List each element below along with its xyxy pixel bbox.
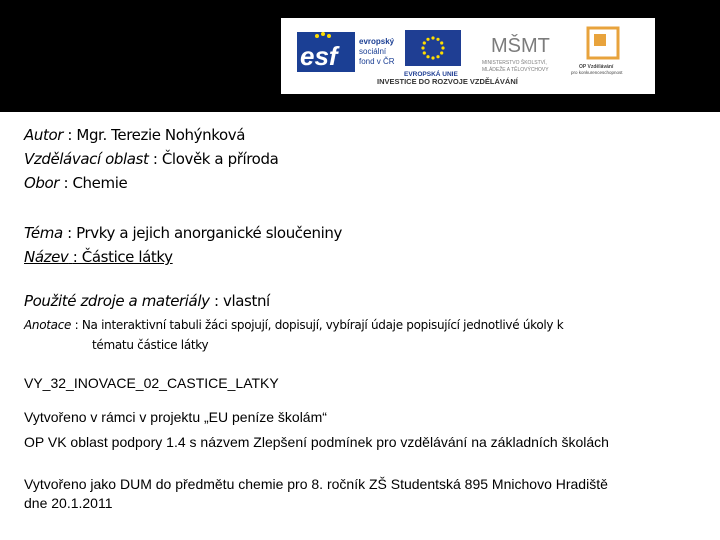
esf-star-icon [321,32,325,36]
author-value: : Mgr. Terezie Nohýnková [67,126,246,144]
esf-line-1: evropský [359,37,395,46]
sources-line [24,292,270,310]
opvk-line-1: OP Vzdělávání [579,64,614,70]
esf-star-icon [327,34,331,38]
area-label: Vzdělávací oblast [24,150,149,168]
title-value: : Částice látky [72,248,173,266]
msmt-mark: MŠMT [491,35,550,57]
topic-label: Téma [24,224,63,242]
eu-label: EVROPSKÁ UNIE [404,71,458,78]
annotation-text-1: : Na interaktivní tabuli žáci spojují, dopisují, vybírají údaje popisující jednotlivé úkoly k [74,318,564,332]
esf-line-3: fond v ČR [359,57,395,66]
msmt-logo [482,34,550,73]
msmt-line-1: MINISTERSTVO ŠKOLSTVÍ, [482,60,547,66]
author-line [24,126,245,144]
project-line-1: Vytvořeno v rámci v projektu „EU peníze školám“ [24,409,327,425]
sources-value: : vlastní [213,292,270,310]
esf-star-icon [315,34,319,38]
logo-banner [281,18,655,94]
field-value: : Chemie [63,174,128,192]
esf-mark: esf [300,41,338,71]
project-line-2: OP VK oblast podpory 1.4 s názvem Zlepšení podmínek pro vzdělávání na základních školách [24,434,609,450]
slogan: INVESTICE DO ROZVOJE VZDĚLÁVÁNÍ [377,77,518,86]
title-label: Název [24,248,69,266]
title-line [24,248,173,266]
dum-line-1: Vytvořeno jako DUM do předmětu chemie pro 8. ročník ZŠ Studentská 895 Mnichovo Hradiště [24,476,608,492]
author-label: Autor [24,126,63,144]
dum-line-2: dne 20.1.2011 [24,495,113,511]
eu-flag-icon [405,30,461,66]
annotation-text-2: tématu částice látky [92,338,209,352]
opvk-line-2: pro konkurenceschopnost [571,70,623,75]
annotation-label: Anotace [24,318,72,332]
opvk-square-icon [594,34,606,46]
area-line [24,150,278,168]
msmt-line-2: MLÁDEŽE A TĚLOVÝCHOVY [482,67,549,73]
esf-logo [297,32,395,72]
field-line [24,174,127,192]
opvk-logo [571,28,623,75]
esf-line-2: sociální [359,47,387,56]
topic-value: : Prvky a jejich anorganické sloučeniny [67,224,342,242]
area-value: : Člověk a příroda [152,150,279,168]
topic-line [24,224,342,242]
eu-logo [404,30,461,78]
material-code: VY_32_INOVACE_02_CASTICE_LATKY [24,375,279,391]
field-label: Obor [24,174,60,192]
annotation-line-1 [24,318,563,332]
sources-label: Použité zdroje a materiály [24,292,210,310]
